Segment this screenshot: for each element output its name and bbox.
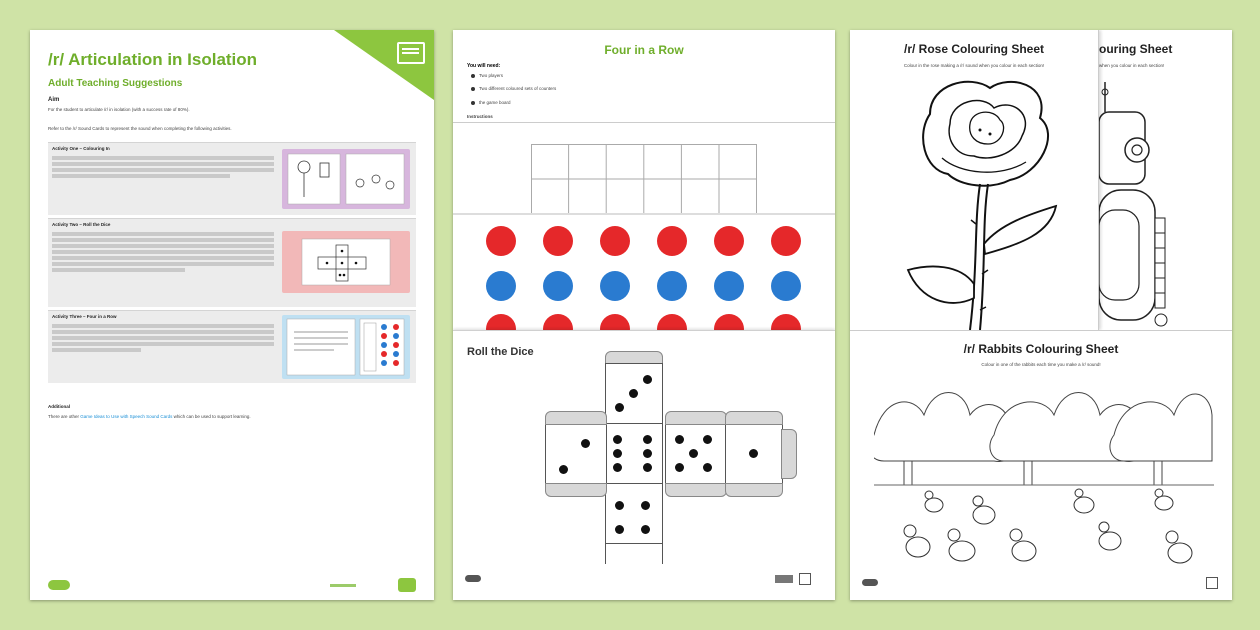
activity-title: Activity One – Colouring In bbox=[52, 146, 110, 151]
roll-the-dice-sheet bbox=[453, 330, 835, 600]
activity-one-thumbnail bbox=[282, 149, 410, 209]
brand-badge-icon bbox=[398, 578, 416, 592]
red-counter bbox=[543, 226, 573, 256]
robot-sheet-title: ouring Sheet bbox=[1099, 42, 1173, 56]
rabbits-scene-drawing bbox=[874, 375, 1214, 565]
aim-text: For the student to articulate /r/ in isolation (with a success rate of 80%). bbox=[48, 107, 190, 112]
game-grid bbox=[531, 144, 757, 219]
you-will-need-heading: You will need: bbox=[467, 63, 501, 69]
need-item: Two players bbox=[479, 73, 504, 78]
rose-sheet-instructions: Colour in the rose making a /r/ sound when you colour in each section! bbox=[903, 63, 1045, 68]
additional-heading: Additional bbox=[48, 404, 70, 409]
colouring-sheets-page bbox=[850, 30, 1232, 600]
activity-title: Activity Three – Four in a Row bbox=[52, 314, 117, 319]
aim-heading: Aim bbox=[48, 97, 60, 103]
need-item: the game board bbox=[479, 100, 511, 105]
blue-counter bbox=[771, 271, 801, 301]
brand-logo bbox=[862, 579, 878, 586]
blue-counter bbox=[600, 271, 630, 301]
red-counter bbox=[600, 226, 630, 256]
activity-two-thumbnail bbox=[282, 231, 410, 293]
brand-logo bbox=[465, 575, 481, 582]
blue-counter bbox=[543, 271, 573, 301]
corner-tab bbox=[334, 30, 434, 100]
blue-counter bbox=[657, 271, 687, 301]
additional-text: There are other Game Ideas to Use with Speech Sound Cards which can be used to support learning. bbox=[48, 414, 251, 419]
red-counter bbox=[714, 226, 744, 256]
robot-sheet-instructions: when you colour in each section! bbox=[1099, 63, 1165, 68]
four-in-a-row-page bbox=[453, 30, 835, 600]
page-footer bbox=[48, 572, 416, 596]
game-title: Four in a Row bbox=[604, 43, 684, 57]
refer-text: Refer to the /r/ Sound Cards to represent the sound when completing the following activities. bbox=[48, 126, 232, 131]
rose-sheet-title: /r/ Rose Colouring Sheet bbox=[903, 42, 1044, 56]
page-subtitle: Adult Teaching Suggestions bbox=[48, 78, 183, 89]
presentation-icon bbox=[397, 42, 425, 64]
red-counter bbox=[657, 226, 687, 256]
need-item: Two different coloured sets of counters bbox=[479, 86, 557, 91]
activity-three-thumbnail bbox=[282, 315, 410, 379]
activity-one bbox=[48, 142, 416, 215]
activity-title: Activity Two – Roll the Dice bbox=[52, 222, 111, 227]
game-ideas-link[interactable]: Game Ideas to Use with Speech Sound Cards bbox=[80, 414, 173, 419]
instructions-heading: Instructions bbox=[467, 114, 493, 119]
rabbits-colouring-sheet bbox=[850, 330, 1232, 600]
activity-two bbox=[48, 218, 416, 307]
activity-three bbox=[48, 310, 416, 383]
rose-drawing bbox=[890, 74, 1080, 330]
roll-the-dice-title: Roll the Dice bbox=[467, 346, 534, 358]
rose-colouring-sheet bbox=[850, 30, 1099, 330]
red-counter bbox=[771, 226, 801, 256]
blue-counter bbox=[714, 271, 744, 301]
red-counter bbox=[486, 226, 516, 256]
robot-drawing bbox=[1095, 78, 1195, 330]
brand-logo bbox=[48, 580, 70, 590]
blue-counter bbox=[486, 271, 516, 301]
page-title: /r/ Articulation in Isolation bbox=[48, 50, 258, 69]
teaching-suggestions-page bbox=[30, 30, 434, 600]
rabbits-sheet-instructions: Colour in one of the rabbits each time you make a /r/ sound! bbox=[981, 362, 1101, 367]
rabbits-sheet-title: /r/ Rabbits Colouring Sheet bbox=[963, 342, 1119, 356]
